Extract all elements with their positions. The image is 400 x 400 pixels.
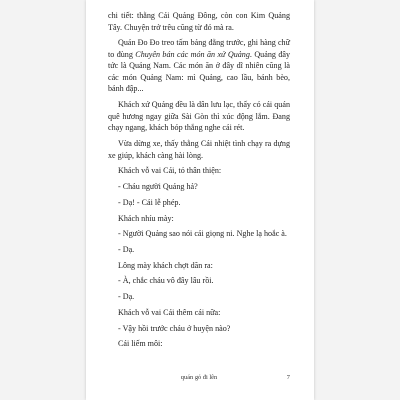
italic-text: Chuyên bán các món ăn xứ Quảng (135, 49, 250, 59)
paragraph (108, 291, 290, 303)
text-run: Khách vỗ vai Cái, tỏ thân thiện: (118, 166, 222, 176)
text-run: . Quảng đây tức là Quảng Nam. Các món ăn ở đây dĩ nhiên cũng là các món Quảng Nam: mì Quảng, cao lầu, bánh bèo, bánh đập... (108, 49, 291, 94)
paragraph (108, 10, 290, 33)
book-page (86, 0, 314, 400)
page-number: 7 (286, 374, 290, 381)
paragraph (108, 228, 290, 240)
paragraph (108, 307, 290, 319)
paragraph (108, 37, 290, 95)
text-run: - Dạ. (118, 292, 135, 302)
paragraph (108, 99, 290, 134)
text-run: - Người Quảng sao nói cái giọng ni. Nghe lạ hoắc à. (118, 229, 287, 239)
text-run: - Vậy hồi trước cháu ở huyện nào? (118, 323, 231, 333)
paragraph (108, 275, 290, 287)
paragraph (108, 197, 290, 209)
paragraph (108, 138, 290, 161)
page-body-text (108, 10, 290, 354)
paragraph (108, 213, 290, 225)
text-run: Vừa dừng xe, thấy thằng Cái nhiệt tình chạy ra dựng xe giúp, khách càng hài lòng. (108, 139, 290, 160)
text-run: Cái liếm môi: (118, 339, 163, 349)
text-run: Quán Đo Đo treo tấm bảng đằng trước, ghi hàng chữ to đùng (108, 38, 290, 59)
text-run: - Cháu người Quảng hả? (118, 182, 198, 192)
paragraph (108, 165, 290, 177)
paragraph (108, 244, 290, 256)
text-run: chi tiết: thằng Cái Quảng Đông, còn con Kim Quảng Tây. Chuyện trở trêu cũng từ đó mà ra. (108, 11, 290, 32)
text-run: Lông mày khách chợt dãn ra: (118, 260, 213, 270)
paragraph (108, 323, 290, 335)
text-run: - Dạ. (118, 244, 135, 254)
paragraph (108, 181, 290, 193)
paragraph (108, 260, 290, 272)
text-run: Khách xứ Quảng đều là dân lưu lạc, thấy có cái quán quê hương ngay giữa Sài Gòn thì xúc động lắm. Đang chạy ngang, khách bóp thắng nghe cái rét. (108, 100, 290, 133)
running-title: quán gỏ đi lên (180, 374, 218, 381)
text-run: - À, chắc cháu vô đây lâu rồi. (118, 276, 214, 286)
page-footer (108, 374, 290, 386)
text-run: Khách vỗ vai Cái thêm cái nữa: (118, 307, 221, 317)
text-run: - Dạ! - Cái lễ phép. (118, 197, 181, 207)
paragraph (108, 338, 290, 350)
text-run: Khách nhíu mày: (118, 213, 174, 223)
